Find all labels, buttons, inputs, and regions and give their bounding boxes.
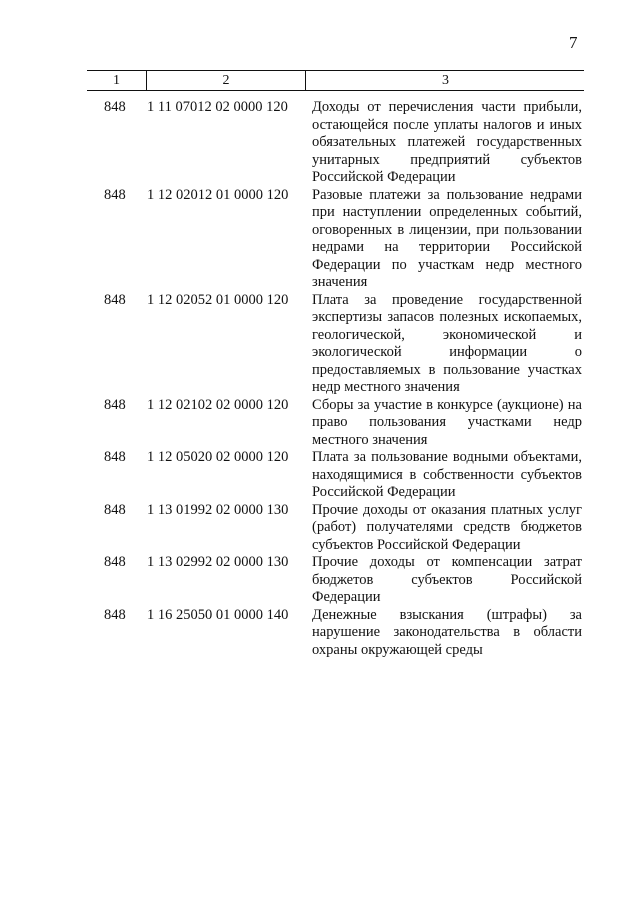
revenue-description: Денежные взыскания (штрафы) за нарушение законодательства в области охраны окружающей среды xyxy=(312,606,582,658)
budget-classification-code: 1 12 02012 01 0000 120 xyxy=(147,186,289,203)
revenue-description: Прочие доходы от оказания платных услуг (работ) получателями средств бюджетов субъектов Российской Федерации xyxy=(312,501,582,553)
admin-code: 848 xyxy=(104,606,126,623)
admin-code: 848 xyxy=(104,99,126,115)
header-col-3: 3 xyxy=(305,71,585,90)
page-number: 7 xyxy=(569,33,578,52)
admin-code: 848 xyxy=(104,186,126,203)
budget-classification-code: 1 16 25050 01 0000 140 xyxy=(147,606,289,623)
revenue-description: Плата за проведение государственной экспертизы запасов полезных ископаемых, геологической, экономической и экологической информации о предоставляемых в пользование участках недр местного значения xyxy=(312,291,582,395)
admin-code: 848 xyxy=(104,291,126,308)
table-row xyxy=(0,502,639,555)
header-col-1: 1 xyxy=(113,73,120,88)
table-row xyxy=(0,607,639,660)
revenue-description: Разовые платежи за пользование недрами при наступлении определенных событий, оговоренных в лицензии, при пользовании недрами на территории Российской Федерации по участкам недр местного значения xyxy=(312,186,582,290)
revenue-description: Доходы от перечисления части прибыли, остающейся после уплаты налогов и иных обязательных платежей государственных унитарных предприятий субъектов Российской Федерации xyxy=(312,99,582,185)
revenue-description: Прочие доходы от компенсации затрат бюджетов субъектов Российской Федерации xyxy=(312,554,582,605)
admin-code: 848 xyxy=(104,449,126,465)
table-row xyxy=(0,292,639,397)
table-row xyxy=(0,554,639,607)
budget-classification-code: 1 13 01992 02 0000 130 xyxy=(147,501,289,518)
budget-classification-code: 1 11 07012 02 0000 120 xyxy=(147,99,288,115)
table-row xyxy=(0,99,639,187)
table-row xyxy=(0,187,639,292)
budget-classification-code: 1 13 02992 02 0000 130 xyxy=(147,554,289,570)
admin-code: 848 xyxy=(104,396,126,413)
revenue-description: Плата за пользование водными объектами, находящимися в собственности субъектов Российской Федерации xyxy=(312,449,582,500)
header-col-2: 2 xyxy=(146,71,305,90)
budget-classification-code: 1 12 02102 02 0000 120 xyxy=(147,396,289,413)
admin-code: 848 xyxy=(104,554,126,570)
admin-code: 848 xyxy=(104,501,126,518)
table-body xyxy=(0,99,639,659)
table-row xyxy=(0,397,639,450)
revenue-description: Сборы за участие в конкурсе (аукционе) на право пользования участками недр местного значения xyxy=(312,396,582,448)
table-header xyxy=(87,70,584,91)
budget-classification-code: 1 12 05020 02 0000 120 xyxy=(147,449,289,465)
table-row xyxy=(0,449,639,502)
budget-classification-code: 1 12 02052 01 0000 120 xyxy=(147,291,289,308)
